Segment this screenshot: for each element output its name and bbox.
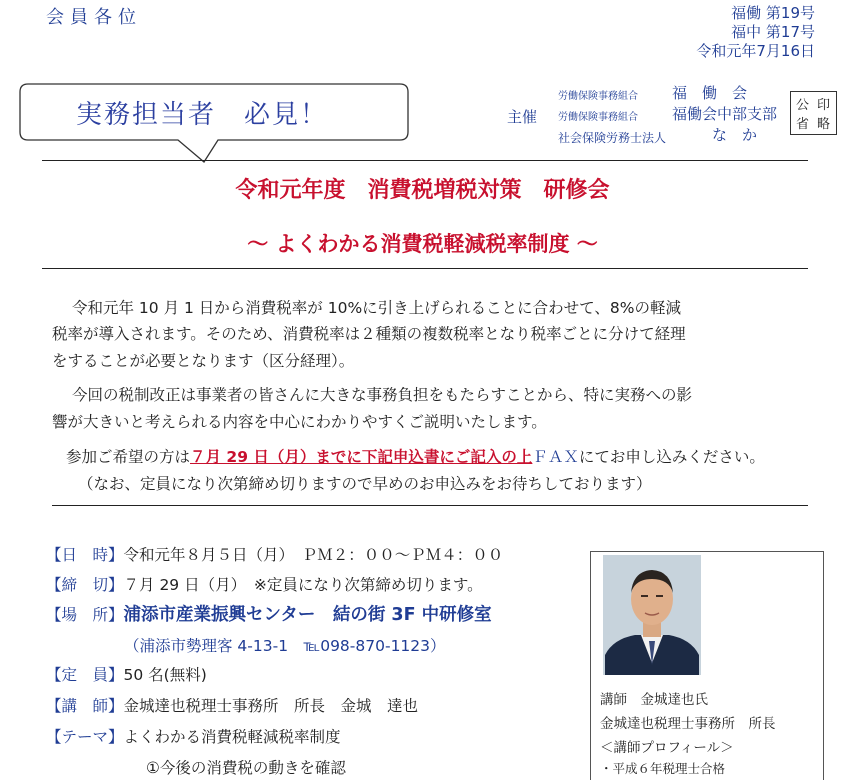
- doc-number-2: 福中 第17号: [731, 23, 815, 41]
- lecturer-photo: [603, 555, 701, 675]
- detail-theme: [46, 725, 341, 747]
- body-p4: （なお、定員になり次第締め切りますので早めのお申込みをお待ちしております）: [78, 475, 652, 493]
- profile-line-4: ・平成６年税理士合格: [600, 761, 726, 776]
- organizer-type-1: 労働保険事務組合: [558, 91, 638, 102]
- deadline-label: 【締 切】: [46, 576, 124, 594]
- capacity-label: 【定 員】: [46, 666, 124, 684]
- addressee: 会員各位: [46, 7, 142, 28]
- date-value: 令和元年８月５日（月） ＰＭ２：００～ＰＭ４：００: [123, 546, 504, 564]
- body-p3-suffix: にてお申し込みください。: [578, 448, 765, 466]
- rule-middle: [42, 268, 808, 269]
- place-label: 【場 所】: [46, 606, 124, 624]
- body-p3: [66, 445, 765, 467]
- callout-text: 実務担当者 必見！: [76, 100, 329, 130]
- lecturer-value: 金城達也税理士事務所 所長 金城 達也: [123, 697, 419, 715]
- organizer-name-1: 福 働 会: [672, 84, 748, 102]
- body-p1-line2: 税率が導入されます。そのため、消費税率は２種類の複数税率となり税率ごとに分けて経理: [52, 325, 686, 343]
- theme-label: 【テーマ】: [46, 728, 124, 746]
- stamp-char-1: 公: [796, 98, 810, 113]
- rule-top: [42, 160, 808, 161]
- body-p1-line3: をすることが必要となります（区分経理）。: [52, 352, 355, 370]
- issue-date: 令和元年7月16日: [696, 42, 815, 60]
- detail-date: [46, 543, 503, 565]
- deadline-value: ７月 29 日（月） ※定員になり次第締め切ります。: [123, 576, 483, 594]
- detail-capacity: [46, 663, 207, 685]
- detail-deadline: [46, 573, 483, 595]
- body-p3-prefix: 参加ご希望の方は: [66, 448, 191, 466]
- body-p1-line1: 令和元年 10 月 1 日から消費税率が 10%に引き上げられることに合わせて、8%の軽減: [72, 299, 681, 317]
- detail-place: [46, 601, 492, 626]
- body-p2-line1: 今回の税制改正は事業者の皆さんに大きな事務負担をもたらすことから、特に実務への影: [72, 386, 693, 404]
- organizer-name-2: 福働会中部支部: [672, 105, 778, 123]
- lecturer-label: 【講 師】: [46, 697, 124, 715]
- deadline-highlight: ７月 29 日（月）までに下記申込書にご記入の上: [190, 448, 533, 466]
- profile-line-1: 講師 金城達也氏: [600, 692, 708, 708]
- organizer-type-3: 社会保険労務士法人: [558, 131, 667, 145]
- organizer-type-2: 労働保険事務組合: [558, 112, 638, 123]
- profile-line-3: ＜講師プロフィール＞: [600, 740, 734, 756]
- seal-omitted-box: [790, 91, 837, 135]
- date-label: 【日 時】: [46, 546, 124, 564]
- detail-lecturer: [46, 694, 418, 716]
- doc-number-1: 福働 第19号: [731, 4, 815, 22]
- body-p2-line2: 響が大きいと考えられる内容を中心にわかりやすくご説明いたします。: [52, 413, 547, 431]
- theme-item-1: ①今後の消費税の動きを確認: [146, 759, 346, 777]
- fax-label: ＦＡＸ: [532, 448, 579, 466]
- profile-line-2: 金城達也税理士事務所 所長: [600, 716, 776, 732]
- event-subtitle: ～ よくわかる消費税軽減税率制度 ～: [247, 232, 598, 256]
- place-value: 浦添市産業振興センター 結の街 3F 中研修室: [123, 605, 492, 625]
- stamp-char-4: 略: [817, 117, 831, 132]
- organizer-name-3: な か: [712, 126, 758, 144]
- stamp-char-3: 省: [796, 117, 810, 132]
- organizer-label: 主催: [507, 108, 538, 126]
- capacity-value: 50 名(無料): [123, 666, 207, 684]
- place-address: （浦添市勢理客 4-13-1 ℡098-870-1123）: [124, 637, 446, 655]
- rule-bottom: [52, 505, 808, 506]
- stamp-char-2: 印: [817, 98, 831, 113]
- event-title: 令和元年度 消費税増税対策 研修会: [235, 178, 610, 203]
- theme-value: よくわかる消費税軽減税率制度: [123, 728, 341, 746]
